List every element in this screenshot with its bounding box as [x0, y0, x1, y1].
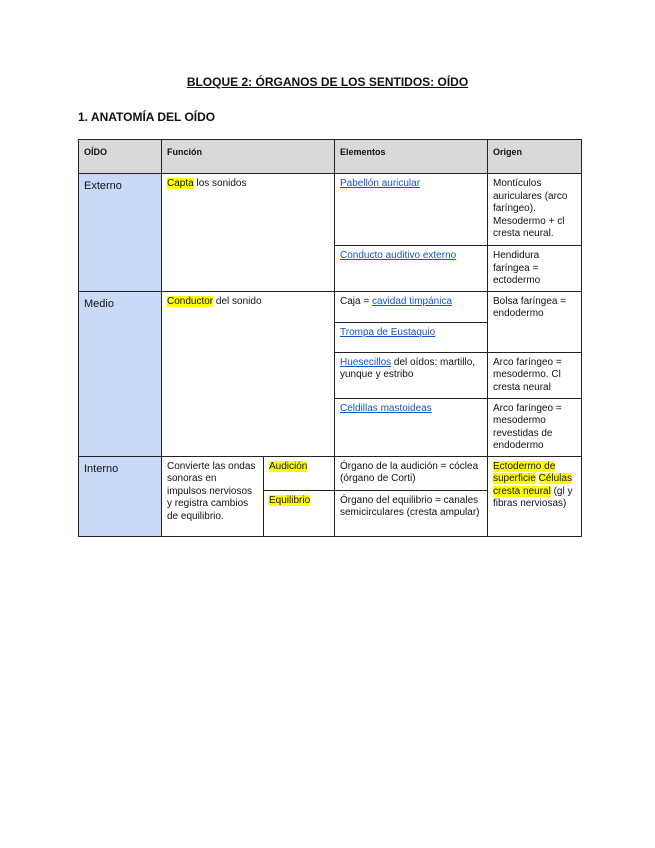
ear-externo: Externo	[79, 174, 162, 292]
highlight-equilibrio: Equilibrio	[269, 494, 311, 506]
sub-equilibrio	[264, 490, 335, 536]
origen-interno-text: (gl y fibras nerviosas)	[493, 485, 573, 509]
element-audicion: Órgano de la audición = cóclea (órgano de Corti)	[335, 456, 488, 490]
ear-interno: Interno	[79, 456, 162, 536]
sub-audicion	[264, 456, 335, 490]
row-interno-1	[79, 456, 582, 490]
link-cavidad-timpanica[interactable]: cavidad timpánica	[371, 295, 453, 307]
section-heading: 1. ANATOMÍA DEL OÍDO	[78, 110, 216, 124]
highlight-audicion: Audición	[269, 460, 308, 472]
highlight-capta: Capta	[167, 178, 194, 189]
link-trompa-eustaquio[interactable]: Trompa de Eustaquio	[340, 326, 436, 338]
origen-interno	[488, 456, 582, 536]
link-celdillas-mastoideas[interactable]: Celdillas mastoideas	[340, 402, 432, 414]
element-huesecillos	[335, 352, 488, 398]
element-caja	[335, 291, 488, 322]
link-huesecillos[interactable]: Huesecillos	[340, 356, 392, 368]
caja-text: Caja =	[340, 295, 372, 307]
origen-conducto: Hendidura faríngea = ectodermo	[488, 246, 582, 292]
element-conducto	[335, 246, 488, 292]
row-externo-1	[79, 174, 582, 246]
funcion-medio	[162, 291, 335, 456]
funcion-externo	[162, 174, 335, 292]
funcion-externo-text: los sonidos	[193, 178, 247, 189]
link-conducto-auditivo[interactable]: Conducto auditivo externo	[340, 250, 457, 261]
page-title: BLOQUE 2: ÓRGANOS DE LOS SENTIDOS: OÍDO	[186, 75, 469, 89]
header-row	[79, 140, 582, 174]
ear-anatomy-table	[78, 139, 582, 537]
element-trompa	[335, 322, 488, 352]
funcion-interno: Convierte las ondas sonoras en impulsos nerviosos y registra cambios de equilibrio.	[162, 456, 264, 536]
link-pabellon-auricular[interactable]: Pabellón auricular	[340, 178, 421, 189]
origen-celdillas: Arco faríngeo = mesodermo revestidas de endodermo	[488, 398, 582, 456]
origen-huesecillos: Arco faríngeo = mesodermo. Cl cresta neural	[488, 352, 582, 398]
header-elementos: Elementos	[335, 140, 488, 174]
element-celdillas	[335, 398, 488, 456]
funcion-medio-text: del sonido	[213, 295, 262, 307]
header-origen: Origen	[488, 140, 582, 174]
row-medio-1	[79, 291, 582, 322]
element-equilibrio: Órgano del equilibrio = canales semicirculares (cresta ampular)	[335, 490, 488, 536]
header-oido: OÍDO	[79, 140, 162, 174]
origen-pabellon: Montículos auriculares (arco faríngeo). Mesodermo + cl cresta neural.	[488, 174, 582, 246]
huesecillos-text: del oídos: martillo, yunque y estribo	[340, 356, 476, 380]
highlight-celulas-cresta: Células cresta neural	[493, 473, 572, 497]
ear-medio: Medio	[79, 291, 162, 456]
origen-caja-trompa: Bolsa faríngea = endodermo	[488, 291, 582, 352]
header-funcion: Función	[162, 140, 335, 174]
highlight-ectodermo: Ectodermo de superficie	[493, 460, 556, 484]
highlight-conductor: Conductor	[167, 295, 214, 307]
element-pabellon	[335, 174, 488, 246]
